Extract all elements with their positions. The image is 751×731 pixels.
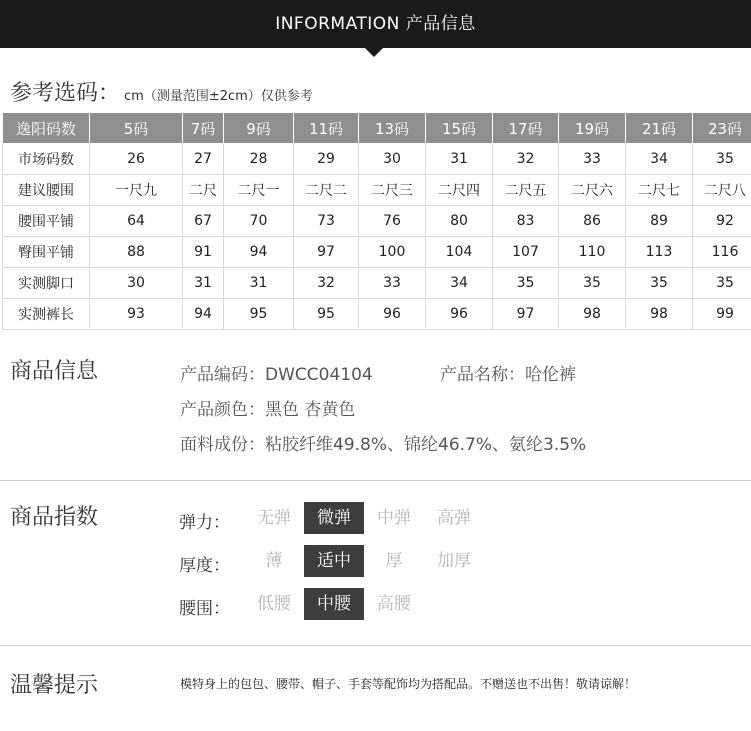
table-cell: 26 (90, 144, 183, 175)
thickness-option-thin: 薄 (265, 551, 283, 571)
table-row (3, 237, 751, 268)
table-cell: 67 (183, 206, 224, 237)
waist-label: 腰围： (179, 599, 230, 619)
table-cell: 91 (183, 237, 224, 268)
thickness-option-extra-thick: 加厚 (437, 551, 471, 571)
column-header: 5码 (90, 113, 183, 144)
size-table (2, 112, 751, 330)
table-cell: 35 (693, 268, 751, 299)
table-cell: 31 (224, 268, 294, 299)
table-cell: 97 (294, 237, 359, 268)
size-reference-note: cm（测量范围±2cm）仅供参考 (124, 89, 313, 104)
row-header: 实测裤长 (3, 299, 90, 330)
product-fabric: 面料成份：粘胶纤维49.8%、锦纶46.7%、氨纶3.5% (180, 435, 587, 455)
table-row (3, 268, 751, 299)
table-row (3, 144, 751, 175)
table-cell: 二尺八 (693, 175, 751, 206)
table-cell: 96 (359, 299, 426, 330)
table-cell: 二尺六 (559, 175, 626, 206)
table-cell: 二尺三 (359, 175, 426, 206)
table-cell: 34 (626, 144, 693, 175)
table-cell: 100 (359, 237, 426, 268)
table-cell: 64 (90, 206, 183, 237)
table-cell: 31 (426, 144, 493, 175)
table-cell: 95 (224, 299, 294, 330)
table-cell: 二尺七 (626, 175, 693, 206)
table-cell: 70 (224, 206, 294, 237)
table-cell: 33 (359, 268, 426, 299)
product-code: 产品编码：DWCC04104 (180, 365, 373, 385)
table-cell: 二尺二 (294, 175, 359, 206)
column-header: 15码 (426, 113, 493, 144)
table-row (3, 175, 751, 206)
thickness-option-thick: 厚 (385, 551, 403, 571)
table-cell: 29 (294, 144, 359, 175)
table-cell: 80 (426, 206, 493, 237)
elasticity-option-none: 无弹 (257, 508, 291, 528)
table-cell: 73 (294, 206, 359, 237)
table-cell: 113 (626, 237, 693, 268)
table-cell: 76 (359, 206, 426, 237)
tips-text: 模特身上的包包、腰带、帽子、手套等配饰均为搭配品。不赠送也不出售！敬请谅解！ (180, 677, 637, 691)
table-cell: 33 (559, 144, 626, 175)
table-cell: 35 (493, 268, 559, 299)
table-cell: 95 (294, 299, 359, 330)
table-cell: 107 (493, 237, 559, 268)
column-header: 19码 (559, 113, 626, 144)
table-cell: 83 (493, 206, 559, 237)
table-cell: 32 (294, 268, 359, 299)
product-name: 产品名称：哈伦裤 (440, 365, 576, 385)
column-header: 21码 (626, 113, 693, 144)
table-cell: 35 (626, 268, 693, 299)
column-header: 9码 (224, 113, 294, 144)
table-cell: 89 (626, 206, 693, 237)
table-cell: 104 (426, 237, 493, 268)
table-row (3, 299, 751, 330)
column-header: 17码 (493, 113, 559, 144)
header-pointer (365, 48, 383, 57)
waist-option-low: 低腰 (257, 594, 291, 614)
section-divider (0, 645, 751, 646)
table-row (3, 206, 751, 237)
table-cell: 96 (426, 299, 493, 330)
column-header: 7码 (183, 113, 224, 144)
table-cell: 92 (693, 206, 751, 237)
row-header: 市场码数 (3, 144, 90, 175)
header-title: INFORMATION 产品信息 (275, 14, 476, 34)
product-color: 产品颜色：黑色 杏黄色 (180, 400, 356, 420)
table-cell: 30 (359, 144, 426, 175)
table-cell: 98 (626, 299, 693, 330)
table-cell: 35 (559, 268, 626, 299)
column-header: 11码 (294, 113, 359, 144)
elasticity-option-slight-selected: 微弹 (304, 502, 364, 534)
row-header: 实测脚口 (3, 268, 90, 299)
table-cell: 二尺五 (493, 175, 559, 206)
thickness-label: 厚度： (179, 556, 230, 576)
table-cell: 97 (493, 299, 559, 330)
table-cell: 86 (559, 206, 626, 237)
table-cell: 一尺九 (90, 175, 183, 206)
row-header: 建议腰围 (3, 175, 90, 206)
table-cell: 二尺四 (426, 175, 493, 206)
column-header: 逸阳码数 (3, 113, 90, 144)
table-cell: 116 (693, 237, 751, 268)
table-cell: 二尺 (183, 175, 224, 206)
table-cell: 27 (183, 144, 224, 175)
waist-option-mid-selected: 中腰 (304, 588, 364, 620)
row-header: 臀围平铺 (3, 237, 90, 268)
section-divider (0, 480, 751, 481)
row-header: 腰围平铺 (3, 206, 90, 237)
thickness-option-moderate-selected: 适中 (304, 545, 364, 577)
size-reference-heading (10, 76, 313, 106)
column-header: 13码 (359, 113, 426, 144)
table-cell: 110 (559, 237, 626, 268)
table-cell: 93 (90, 299, 183, 330)
elasticity-option-high: 高弹 (437, 508, 471, 528)
column-header: 23码 (693, 113, 751, 144)
table-cell: 28 (224, 144, 294, 175)
tips-title: 温馨提示 (10, 673, 99, 698)
table-cell: 二尺一 (224, 175, 294, 206)
table-cell: 31 (183, 268, 224, 299)
size-reference-title: 参考选码： (10, 81, 121, 106)
table-cell: 30 (90, 268, 183, 299)
table-cell: 35 (693, 144, 751, 175)
table-cell: 99 (693, 299, 751, 330)
elasticity-option-medium: 中弹 (377, 508, 411, 528)
table-cell: 94 (224, 237, 294, 268)
table-cell: 88 (90, 237, 183, 268)
product-info-title: 商品信息 (10, 359, 99, 384)
table-cell: 34 (426, 268, 493, 299)
table-cell: 98 (559, 299, 626, 330)
waist-option-high: 高腰 (377, 594, 411, 614)
elasticity-label: 弹力： (179, 513, 230, 533)
size-table-header-row (3, 113, 751, 144)
table-cell: 32 (493, 144, 559, 175)
table-cell: 94 (183, 299, 224, 330)
product-index-title: 商品指数 (10, 505, 99, 530)
